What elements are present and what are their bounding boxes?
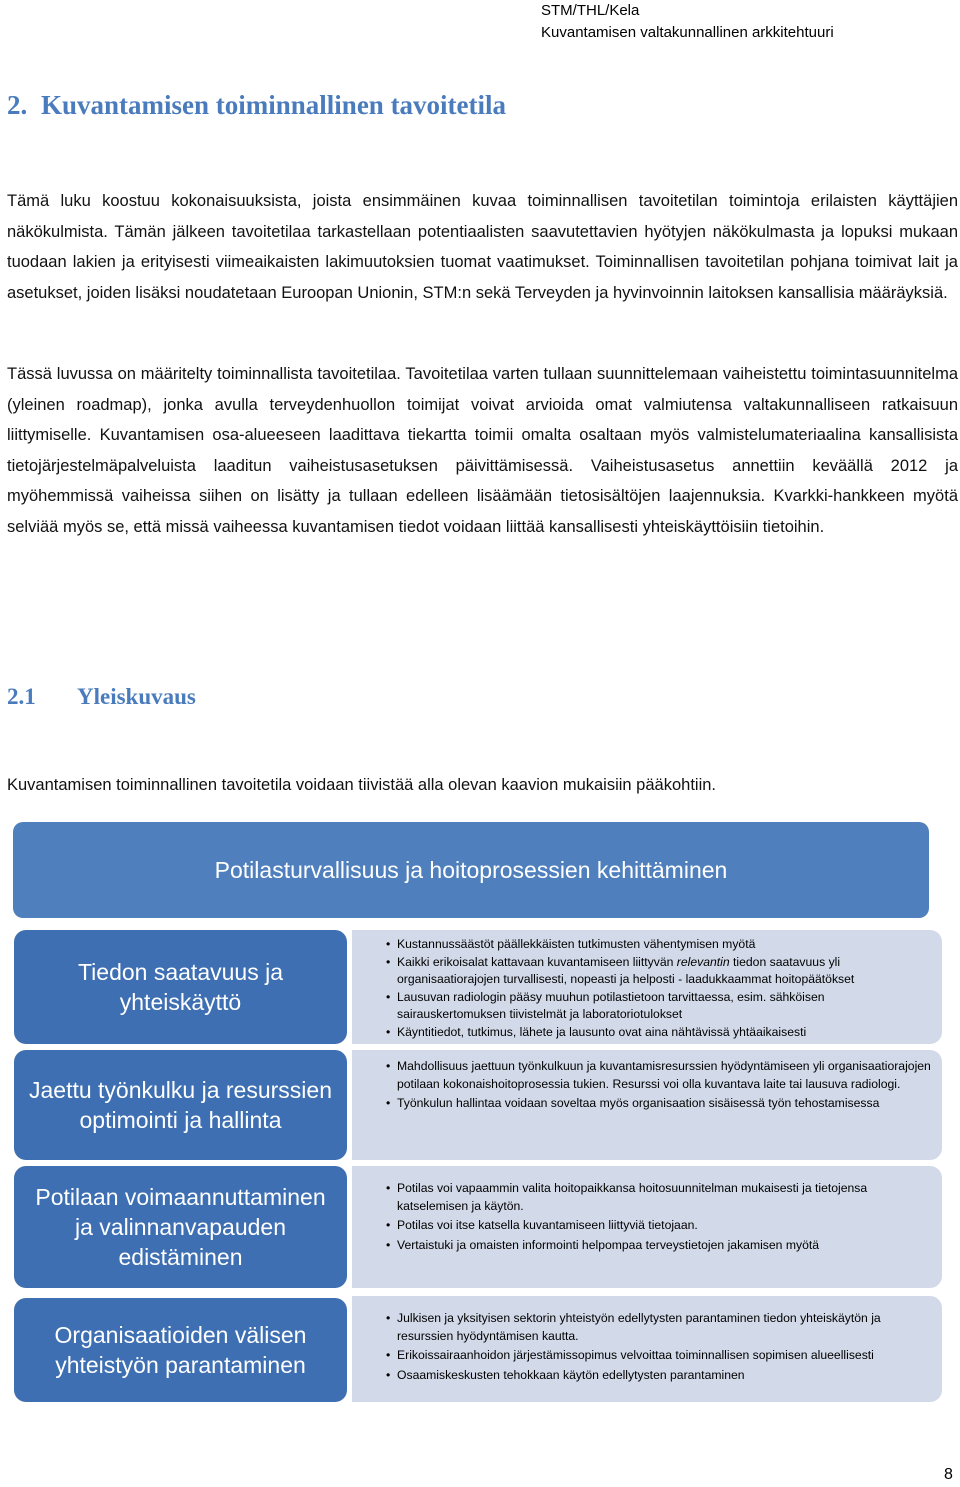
list-item: • Vertaistuki ja omaisten informointi helpompaa terveystietojen jakamisen myötä: [386, 1237, 932, 1255]
subsection-heading: [7, 684, 196, 710]
diagram-detail-1: [352, 930, 942, 1044]
diagram-row-4-label: Organisaatioiden välisen yhteistyön parantaminen: [14, 1298, 347, 1402]
diagram-detail-4: [352, 1296, 942, 1402]
detail-1-list: [386, 936, 932, 1041]
diagram-detail-2: [352, 1050, 942, 1160]
list-item: • Mahdollisuus jaettuun työnkulkuun ja kuvantamisresurssien hyödyntämiseen yli organisaatiorajojen potilaan kokonaishoitoprosessia tukien. Resurssi voi olla kuvantava laite tai lausuva radiologi.: [386, 1058, 932, 1093]
list-item: • Erikoissairaanhoidon järjestämissopimus velvoittaa toiminnallisen sopimisen alueellisesti: [386, 1347, 932, 1365]
subsection-title: Yleiskuvaus: [77, 684, 196, 709]
list-item: • Kustannussäästöt päällekkäisten tutkimusten vähentymisen myötä: [386, 936, 932, 954]
diagram-row-2-label: Jaettu työnkulku ja resurssien optimointi ja hallinta: [14, 1050, 347, 1160]
diagram-row-3-label: Potilaan voimaannuttaminen ja valinnanvapauden edistäminen: [14, 1166, 347, 1288]
section-paragraph-2: Tässä luvussa on määritelty toiminnallista tavoitetilaa. Tavoitetilaa varten tullaan suunnittelemaan vaiheistettu toimintasuunnitelma (yleinen roadmap), jonka avulla terveydenhuollon toimijat voivat arvioida omat valmiutensa valtakunnalliseen ratkaisuun liittymiselle. Kuvantamisen osa-alueeseen laadittava tiekartta toimii omalta osaltaan myös valmistelumateriaalina kansallisista tietojärjestelmäpalveluista laaditun vaiheistusasetuksen päivittämisessä. Vaiheistusasetus annettiin keväällä 2012 ja myöhemmissä vaiheissa siihen on lisätty ja tullaan edelleen lisäämään tietosisältöjen laajennuksia. Kvarkki-hankkeen myötä selviää myös se, että missä vaiheessa kuvantamisen tiedot voidaan liittää kansallisesti yhteiskäyttöisiin tietoihin.: [7, 365, 958, 536]
section-title: Kuvantamisen toiminnallinen tavoitetila: [41, 90, 507, 120]
subsection-number: 2.1: [7, 684, 36, 709]
header-organization: STM/THL/Kela: [541, 2, 640, 19]
diagram-top-goal: Potilasturvallisuus ja hoitoprosessien kehittäminen: [13, 822, 929, 918]
list-item: • Työnkulun hallintaa voidaan soveltaa myös organisaation sisäisessä työn tehostamisessa: [386, 1095, 932, 1113]
list-item: • Osaamiskeskusten tehokkaan käytön edellytysten parantaminen: [386, 1367, 932, 1385]
list-item: • Potilas voi itse katsella kuvantamiseen liittyviä tietojaan.: [386, 1217, 932, 1235]
section-paragraph-1: Tämä luku koostuu kokonaisuuksista, joista ensimmäinen kuvaa toiminnallisen tavoitetilan toimintoja erilaisten käyttäjien näkökulmista. Tämän jälkeen tavoitetilaa tarkastellaan potentiaalisten saavutettavien hyötyjen näkökulmasta ja lopuksi mukaan tuodaan lakien ja erityisesti viimeaikaisten lakimuutoksien tuomat vaatimukset. Toiminnallisen tavoitetilan pohjana toimivat lait ja asetukset, joiden lisäksi noudatetaan Euroopan Unionin, STM:n sekä Terveyden ja hyvinvoinnin laitoksen kansallisia määräyksiä.: [7, 192, 958, 302]
detail-3-list: [386, 1180, 932, 1254]
list-item: • Lausuvan radiologin pääsy muuhun potilastietoon tarvittaessa, esim. sähköisen sairauskertomuksen tiivistelmät ja laboratoriotulokset: [386, 989, 932, 1024]
diagram-detail-3: [352, 1166, 942, 1288]
page-number: 8: [944, 1466, 953, 1483]
detail-2-list: [386, 1058, 932, 1113]
section-heading: [7, 90, 506, 121]
section-number: 2.: [7, 90, 28, 120]
diagram-row-1-label: Tiedon saatavuus ja yhteiskäyttö: [14, 930, 347, 1044]
list-item: • Kaikki erikoisalat kattavaan kuvantamiseen liittyvän relevantin tiedon saatavuus yli organisaatiorajojen turvallisesti, nopeasti ja helposti - laadukkaammat hoitopäätökset: [386, 954, 932, 989]
list-item: • Julkisen ja yksityisen sektorin yhteistyön edellytysten parantaminen tiedon yhteiskäytön ja resurssien hyödyntämisen kautta.: [386, 1310, 932, 1345]
list-item: • Käyntitiedot, tutkimus, lähete ja lausunto ovat aina nähtävissä yhtäaikaisesti: [386, 1024, 932, 1042]
header-document-title: Kuvantamisen valtakunnallinen arkkitehtuuri: [541, 24, 834, 41]
detail-4-list: [386, 1310, 932, 1384]
subsection-intro: Kuvantamisen toiminnallinen tavoitetila voidaan tiivistää alla olevan kaavion mukaisiin pääkohtiin.: [7, 776, 716, 794]
list-item: • Potilas voi vapaammin valita hoitopaikkansa hoitosuunnitelman mukaisesti ja tietojensa katselemisen ja käytön.: [386, 1180, 932, 1215]
page-header: [541, 0, 834, 44]
